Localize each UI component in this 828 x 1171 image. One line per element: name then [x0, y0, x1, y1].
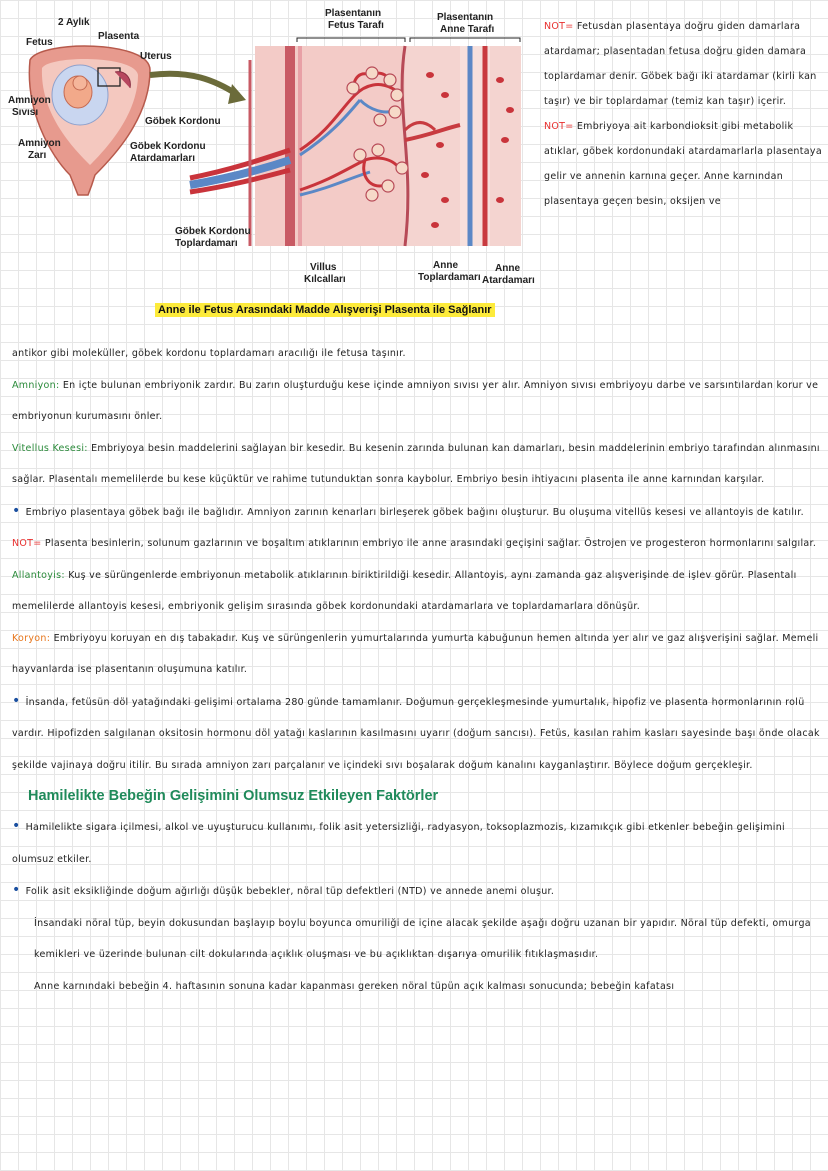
section-heading: Hamilelikte Bebeğin Gelişimini Olumsuz Etkileyen Faktörler: [28, 788, 439, 804]
label-fetus: Fetus: [26, 37, 53, 48]
placenta-illustration: [0, 0, 540, 300]
placenta-detail: [190, 46, 521, 246]
label-amniotic-fluid-2: Sıvısı: [12, 107, 39, 118]
term-allantois: Allantoyis:: [12, 569, 65, 581]
label-amnion-2: Zarı: [28, 150, 47, 161]
bullet-risk-factors: • Hamilelikte sigara içilmesi, alkol ve uyuşturucu kullanımı, folik asit yetersizliği, radyasyon, toksoplazmozis, kızamıkçık gibi etkenler bebeğin gelişimini olumsuz etkiler.: [12, 811, 820, 875]
label-umb-arteries-2: Atardamarları: [130, 153, 196, 164]
text-chorion: Embriyoyu koruyan en dış tabakadır. Kuş ve sürüngenlerin yumurtalarında yumurta kabuğunun hemen altında yer alır ve gaz alışverişini sağlar. Memeli hayvanlarda ise plasentanın oluşumuna katılır.: [12, 632, 819, 675]
label-uterus: Uterus: [140, 51, 172, 62]
label-age: 2 Aylık: [58, 17, 90, 28]
side-notes: [544, 14, 826, 214]
label-mother-vein-2: Toplardamarı: [418, 272, 481, 283]
figure-caption: Anne ile Fetus Arasındaki Madde Alışverişi Plasenta ile Sağlanır: [155, 303, 495, 317]
text-amnion: En içte bulunan embriyonik zardır. Bu zarın oluşturduğu kese içinde amniyon sıvısı yer alır. Amniyon sıvısı embriyoyu darbe ve sarsıntılardan korur ve embriyonun kurumasını önler.: [12, 379, 819, 422]
term-amnion: Amniyon:: [12, 379, 60, 391]
label-amniotic-fluid-1: Amniyon: [8, 95, 51, 106]
paragraph-vitellus: [12, 433, 820, 496]
paragraph-ntd: İnsandaki nöral tüp, beyin dokusundan başlayıp boylu boyunca omuriliği de içine alacak şekilde aşağı doğru uzanan bir yapıdır. Nöral tüp defekti, omurga kemikleri ve üzerinde bulunan cilt dokularında açıklık oluşması ve bu açıklıktan dışarıya omurilik fıtıklaşmasıdır.: [34, 917, 811, 960]
label-placenta: Plasenta: [98, 31, 140, 42]
paragraph-amnion: [12, 370, 820, 433]
label-villi-2: Kılcalları: [304, 274, 346, 285]
label-umb-vein-1: Göbek Kordonu: [175, 226, 251, 237]
paragraph-allantois: [12, 560, 820, 623]
term-chorion: Koryon:: [12, 632, 51, 644]
notes-body: [12, 338, 820, 1002]
label-mother-vein-1: Anne: [433, 260, 458, 271]
label-mother-artery-1: Anne: [495, 263, 520, 274]
paragraph-chorion: [12, 623, 820, 686]
text-vitellus: Embriyoya besin maddelerini sağlayan bir kesedir. Bu kesenin zarında bulunan kan damarları, besin maddelerinin embriyo tarafından alınmasını sağlar. Plasentalı memelilerde bu kese küçüktür ve rahime tutunduktan sonra kaybolur. Embriyo besin ihtiyacını plasenta ile anne karnından karşılar.: [12, 442, 820, 485]
label-mother-artery-2: Atardamarı: [482, 275, 535, 286]
uterus-diagram: [29, 46, 150, 195]
paragraph-last: Anne karnındaki bebeğin 4. haftasının sonuna kadar kapanması gereken nöral tüpün açık kalması sonucunda; bebeğin kafatası: [34, 980, 675, 992]
label-umb-vein-2: Toplardamarı: [175, 238, 238, 249]
text-allantois: Kuş ve sürüngenlerde embriyonun metabolik atıklarının biriktirildiği kesedir. Allantoyis, aynı zamanda gaz alışverişinde de işlev görür. Plasentalı memelilerde allantoyis kesesi, embriyonik gelişim sırasında göbek kordonundaki atardamarlara ve toplardamarlara dönüşür.: [12, 569, 797, 612]
bullet-umbilical: • Embriyo plasentaya göbek bağı ile bağlıdır. Amniyon zarının kenarları birleşerek göbek bağını oluşturur. Bu oluşuma vitellüs kesesi ve allantoyis de katılır.: [12, 496, 820, 529]
label-amnion-1: Amniyon: [18, 138, 61, 149]
paragraph-antibodies: antikor gibi moleküller, göbek kordonu toplardamarı aracılığı ile fetusa taşınır.: [12, 348, 406, 359]
label-umb-arteries-1: Göbek Kordonu: [130, 141, 206, 152]
note3-text: Plasenta besinlerin, solunum gazlarının ve boşaltım atıklarının embriyo ile anne arasındaki geçişini sağlar. Östrojen ve progesteron hormonlarını salgılar.: [44, 538, 817, 549]
label-fetal-side-1: Plasentanın: [325, 8, 382, 19]
note1-tag: NOT=: [544, 21, 574, 32]
bullet-birth: • İnsanda, fetüsün döl yatağındaki gelişimi ortalama 280 günde tamamlanır. Doğumun gerçekleşmesinde yumurtalık, hipofiz ve plasenta hormonlarının rolü vardır. Hipofizden salgılanan oksitosin hormonu döl yatağı kaslarının kasılmasını uyarır (doğum sancısı). Fetüs, kasılan rahim kasları sayesinde başı önde olacak şekilde vajinaya doğru itilir. Bu sırada amniyon zarı parçalanır ve içindeki sıvı boşalarak doğum kanalını kayganlaştırır. Böylece doğum gerçekleşir.: [12, 686, 820, 782]
label-umbilical-cord: Göbek Kordonu: [145, 116, 221, 127]
note2-tag: NOT=: [544, 121, 574, 132]
label-villi-1: Villus: [310, 262, 337, 273]
term-vitellus: Vitellus Kesesi:: [12, 442, 88, 454]
label-fetal-side-2: Fetus Tarafı: [328, 20, 384, 31]
label-maternal-side-2: Anne Tarafı: [440, 24, 495, 35]
paragraph-note3: [12, 528, 820, 560]
note3-tag: NOT=: [12, 538, 42, 549]
note2-text: Embriyoya ait karbondioksit gibi metabolik atıklar, göbek kordonundaki atardamarlarla plasentaya gelir ve annenin karnına geçer. Anne karnından plasentaya geçen besin, oksijen ve: [544, 121, 822, 207]
placenta-figure: [0, 0, 540, 330]
bullet-folic-acid: • Folik asit eksikliğinde doğum ağırlığı düşük bebekler, nöral tüp defektleri (NTD) ve annede anemi oluşur.: [12, 875, 820, 908]
note1-text: Fetusdan plasentaya doğru giden damarlara atardamar; plasentadan fetusa doğru giden damara toplardamar denir. Göbek bağı iki atardamar (kirli kan taşır) ve bir toplardamar (temiz kan taşır) içerir.: [544, 21, 817, 107]
label-maternal-side-1: Plasentanın: [437, 12, 494, 23]
